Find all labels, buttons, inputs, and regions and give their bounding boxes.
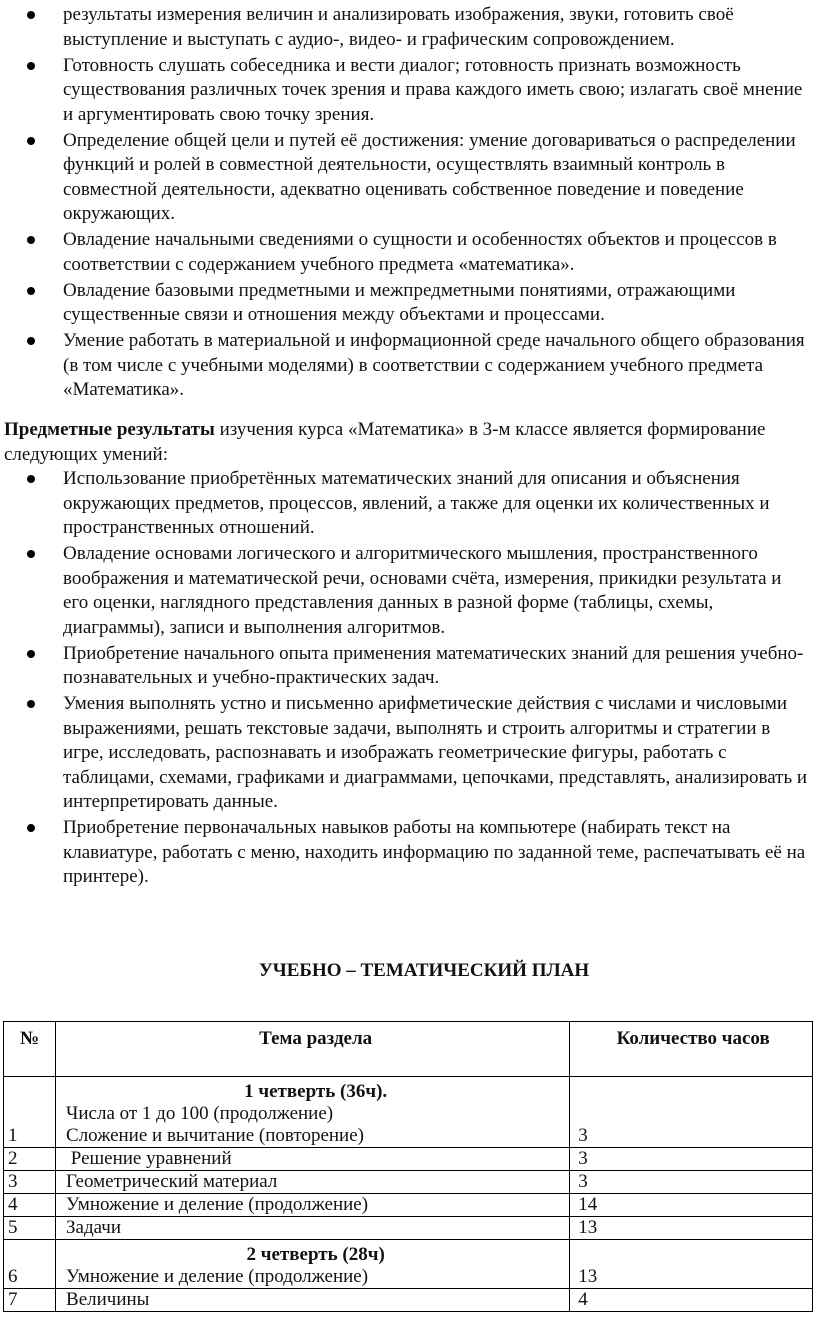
row-number: 5 <box>4 1217 56 1240</box>
bullet-icon <box>27 236 35 244</box>
quarter-heading: 1 четверть (36ч). <box>244 1081 388 1102</box>
bullet-icon <box>27 824 35 832</box>
table-row <box>4 1148 813 1171</box>
list-item: Овладение начальными сведениями о сущности и особенностях объектов и процессов в соответствии с содержанием учебного предмета «математика». <box>0 228 816 277</box>
row-topic: Решение уравнений <box>56 1148 570 1171</box>
col-header-hours: Количество часов <box>570 1022 813 1077</box>
list-item: Использование приобретённых математических знаний для описания и объяснения окружающих предметов, процессов, явлений, а также для оценки их количественных и пространственных отношений. <box>0 467 816 541</box>
row-hours: 3 <box>570 1171 813 1194</box>
row-number: 3 <box>4 1171 56 1194</box>
row-number: 2 <box>4 1148 56 1171</box>
table-row <box>4 1289 813 1312</box>
row-hours: 3 <box>570 1077 813 1148</box>
list-item: Приобретение начального опыта применения математических знаний для решения учебно-познавательных и учебно-практических задач. <box>0 642 816 691</box>
list-item: Определение общей цели и путей её достижения: умение договариваться о распределении функций и ролей в совместной деятельности, осуществлять взаимный контроль в совместной деятельности, адекватно оценивать собственное поведение и поведение окружающих. <box>0 129 816 227</box>
row-hours: 3 <box>570 1148 813 1171</box>
bullet-icon <box>27 475 35 483</box>
list-item: Приобретение первоначальных навыков работы на компьютере (набирать текст на клавиатуре, работать с меню, находить информацию по заданной теме, распечатывать её на принтере). <box>0 816 816 890</box>
competency-list <box>0 3 816 404</box>
subject-results-list <box>0 467 816 891</box>
table-row <box>4 1217 813 1240</box>
section-subtitle: Числа от 1 до 100 (продолжение) <box>66 1103 334 1124</box>
col-header-number: № <box>4 1022 56 1077</box>
list-item: результаты измерения величин и анализировать изображения, звуки, готовить своё выступление и выступать с аудио-, видео- и графическим сопровождением. <box>0 3 816 52</box>
bullet-icon <box>27 650 35 658</box>
row-topic: Величины <box>56 1289 570 1312</box>
row-hours: 14 <box>570 1194 813 1217</box>
row-number: 1 <box>4 1077 56 1148</box>
quarter-heading: 2 четверть (28ч) <box>246 1244 385 1265</box>
thematic-plan-table <box>3 1021 813 1312</box>
row-topic: Задачи <box>56 1217 570 1240</box>
subject-results-text: изучения курса «Математика» в 3-м классе является формирование следующих умений: <box>4 419 766 465</box>
row-hours: 13 <box>570 1240 813 1289</box>
topic-text: Умножение и деление (продолжение) <box>66 1266 369 1287</box>
row-number: 4 <box>4 1194 56 1217</box>
table-row <box>4 1240 813 1289</box>
row-topic <box>56 1240 570 1289</box>
list-item: Умение работать в материальной и информационной среде начального общего образования (в том числе с учебными моделями) в соответствии с содержанием учебного предмета «Математика». <box>0 329 816 403</box>
bullet-icon <box>27 137 35 145</box>
row-hours: 4 <box>570 1289 813 1312</box>
row-topic <box>56 1077 570 1148</box>
bullet-icon <box>27 700 35 708</box>
row-topic: Умножение и деление (продолжение) <box>56 1194 570 1217</box>
row-topic: Геометрический материал <box>56 1171 570 1194</box>
plan-title: УЧЕБНО – ТЕМАТИЧЕСКИЙ ПЛАН <box>258 960 590 981</box>
bullet-icon <box>27 11 35 19</box>
subject-results-heading: Предметные результаты <box>4 419 215 440</box>
bullet-icon <box>27 337 35 345</box>
bullet-icon <box>27 287 35 295</box>
list-item: Овладение базовыми предметными и межпредметными понятиями, отражающими существенные связи и отношения между объектами и процессами. <box>0 279 816 328</box>
table-row <box>4 1077 813 1148</box>
col-header-topic: Тема раздела <box>56 1022 570 1077</box>
list-item: Готовность слушать собеседника и вести диалог; готовность признать возможность существования различных точек зрения и права каждого иметь свою; излагать своё мнение и аргументировать свою точку зрения. <box>0 54 816 128</box>
row-hours: 13 <box>570 1217 813 1240</box>
table-row <box>4 1171 813 1194</box>
row-number: 6 <box>4 1240 56 1289</box>
list-item: Овладение основами логического и алгоритмического мышления, пространственного воображения и математической речи, основами счёта, измерения, прикидки результата и его оценки, наглядного представления данных в разной форме (таблицы, схемы, диаграммы), записи и выполнения алгоритмов. <box>0 542 816 640</box>
row-number: 7 <box>4 1289 56 1312</box>
table-header-row <box>4 1022 813 1077</box>
table-row <box>4 1194 813 1217</box>
subject-results-paragraph <box>4 418 812 467</box>
list-item: Умения выполнять устно и письменно арифметические действия с числами и числовыми выражениями, решать текстовые задачи, выполнять и строить алгоритмы и стратегии в игре, исследовать, распознавать и изображать геометрические фигуры, работать с таблицами, схемами, графиками и диаграммами, цепочками, представлять, анализировать и интерпретировать данные. <box>0 692 816 815</box>
topic-text: Сложение и вычитание (повторение) <box>66 1125 364 1146</box>
bullet-icon <box>27 62 35 70</box>
bullet-icon <box>27 550 35 558</box>
